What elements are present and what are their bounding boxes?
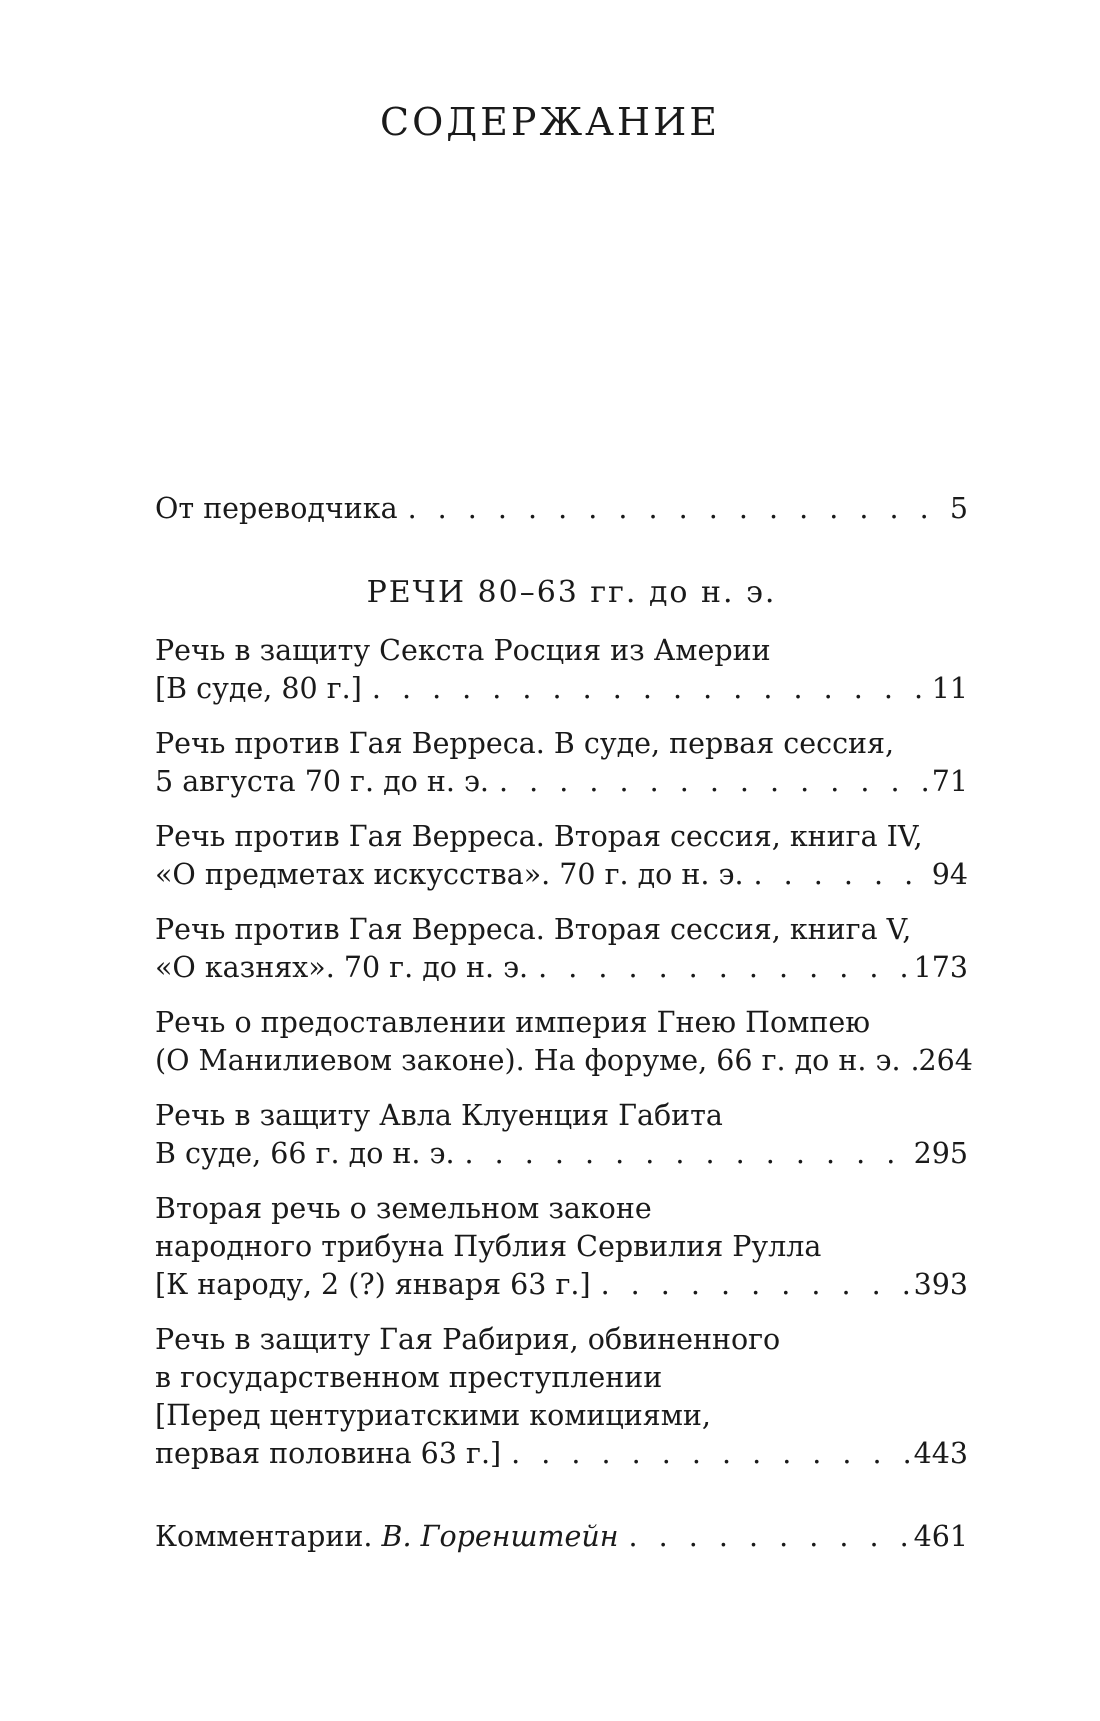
comments-label: Комментарии. [155, 1520, 373, 1553]
toc-entry-speech[interactable] [155, 1321, 968, 1473]
dot-leader [489, 763, 932, 801]
toc-page-number: 461 [913, 1520, 968, 1553]
toc-page-number: 5 [949, 492, 968, 525]
table-of-contents [155, 490, 973, 1573]
dot-leader [901, 1042, 919, 1080]
toc-entry-intro[interactable] [155, 490, 968, 528]
dot-leader [398, 490, 950, 528]
dot-leader [528, 949, 914, 987]
toc-entry-title-line: в государственном преступлении [155, 1361, 663, 1394]
toc-entry-title-line: В суде, 66 г. до н. э. [155, 1137, 455, 1170]
toc-entry-title-line: [К народу, 2 (?) января 63 г.] [155, 1268, 591, 1301]
dot-leader [591, 1266, 914, 1304]
dot-leader [619, 1518, 914, 1556]
toc-entry-speech[interactable] [155, 632, 968, 708]
toc-entry-speech[interactable] [155, 1004, 973, 1080]
toc-entry-title: От переводчика [155, 492, 398, 525]
toc-entry-title-line: «О предметах искусства». 70 г. до н. э. [155, 858, 744, 891]
toc-page-number: 443 [913, 1437, 968, 1470]
toc-entry-title-line: Речь против Гая Верреса. Вторая сессия, книга IV, [155, 820, 923, 853]
toc-entry-speech[interactable] [155, 818, 968, 894]
page-title: СОДЕРЖАНИЕ [380, 100, 720, 144]
toc-page-number: 94 [931, 858, 968, 891]
toc-entry-title-line: Речь в защиту Гая Рабирия, обвиненного [155, 1323, 781, 1356]
toc-entry-title-line: Речь в защиту Секста Росция из Америи [155, 634, 771, 667]
toc-entry-title-line: народного трибуна Публия Сервилия Рулла [155, 1230, 822, 1263]
toc-entry-title [155, 1518, 619, 1556]
toc-page-number: 264 [918, 1044, 973, 1077]
dot-leader [501, 1435, 913, 1473]
comments-author: В. Горенштейн [381, 1520, 619, 1553]
toc-entry-title-line: «О казнях». 70 г. до н. э. [155, 951, 529, 984]
toc-entry-title-line: [Перед центуриатскими комициями, [155, 1399, 711, 1432]
toc-entry-title-line: Речь о предоставлении империя Гнею Помпею [155, 1006, 871, 1039]
toc-entry-title-line: первая половина 63 г.] [155, 1437, 502, 1470]
toc-page-number: 11 [931, 672, 968, 705]
toc-entry-speech[interactable] [155, 1190, 968, 1304]
toc-entry-title-line: Вторая речь о земельном законе [155, 1192, 652, 1225]
toc-page-number: 295 [913, 1137, 968, 1170]
dot-leader [362, 670, 932, 708]
toc-entry-title-line: (О Манилиевом законе). На форуме, 66 г. до н. э. [155, 1044, 901, 1077]
toc-entry-title-line: Речь в защиту Авла Клуенция Габита [155, 1099, 723, 1132]
toc-entry-speech[interactable] [155, 911, 968, 987]
toc-entry-speech[interactable] [155, 1097, 968, 1173]
toc-entry-comments[interactable] [155, 1518, 968, 1556]
dot-leader [744, 856, 932, 894]
toc-page-number: 393 [913, 1268, 968, 1301]
toc-entry-title-line: 5 августа 70 г. до н. э. [155, 765, 489, 798]
toc-entry-speech[interactable] [155, 725, 968, 801]
section-heading: РЕЧИ 80–63 гг. до н. э. [366, 575, 777, 610]
toc-entry-title-line: Речь против Гая Верреса. Вторая сессия, книга V, [155, 913, 912, 946]
toc-entry-title-line: [В суде, 80 г.] [155, 672, 362, 705]
toc-page-number: 71 [931, 765, 968, 798]
dot-leader [455, 1135, 914, 1173]
toc-page-number: 173 [913, 951, 968, 984]
toc-entry-title-line: Речь против Гая Верреса. В суде, первая сессия, [155, 727, 895, 760]
